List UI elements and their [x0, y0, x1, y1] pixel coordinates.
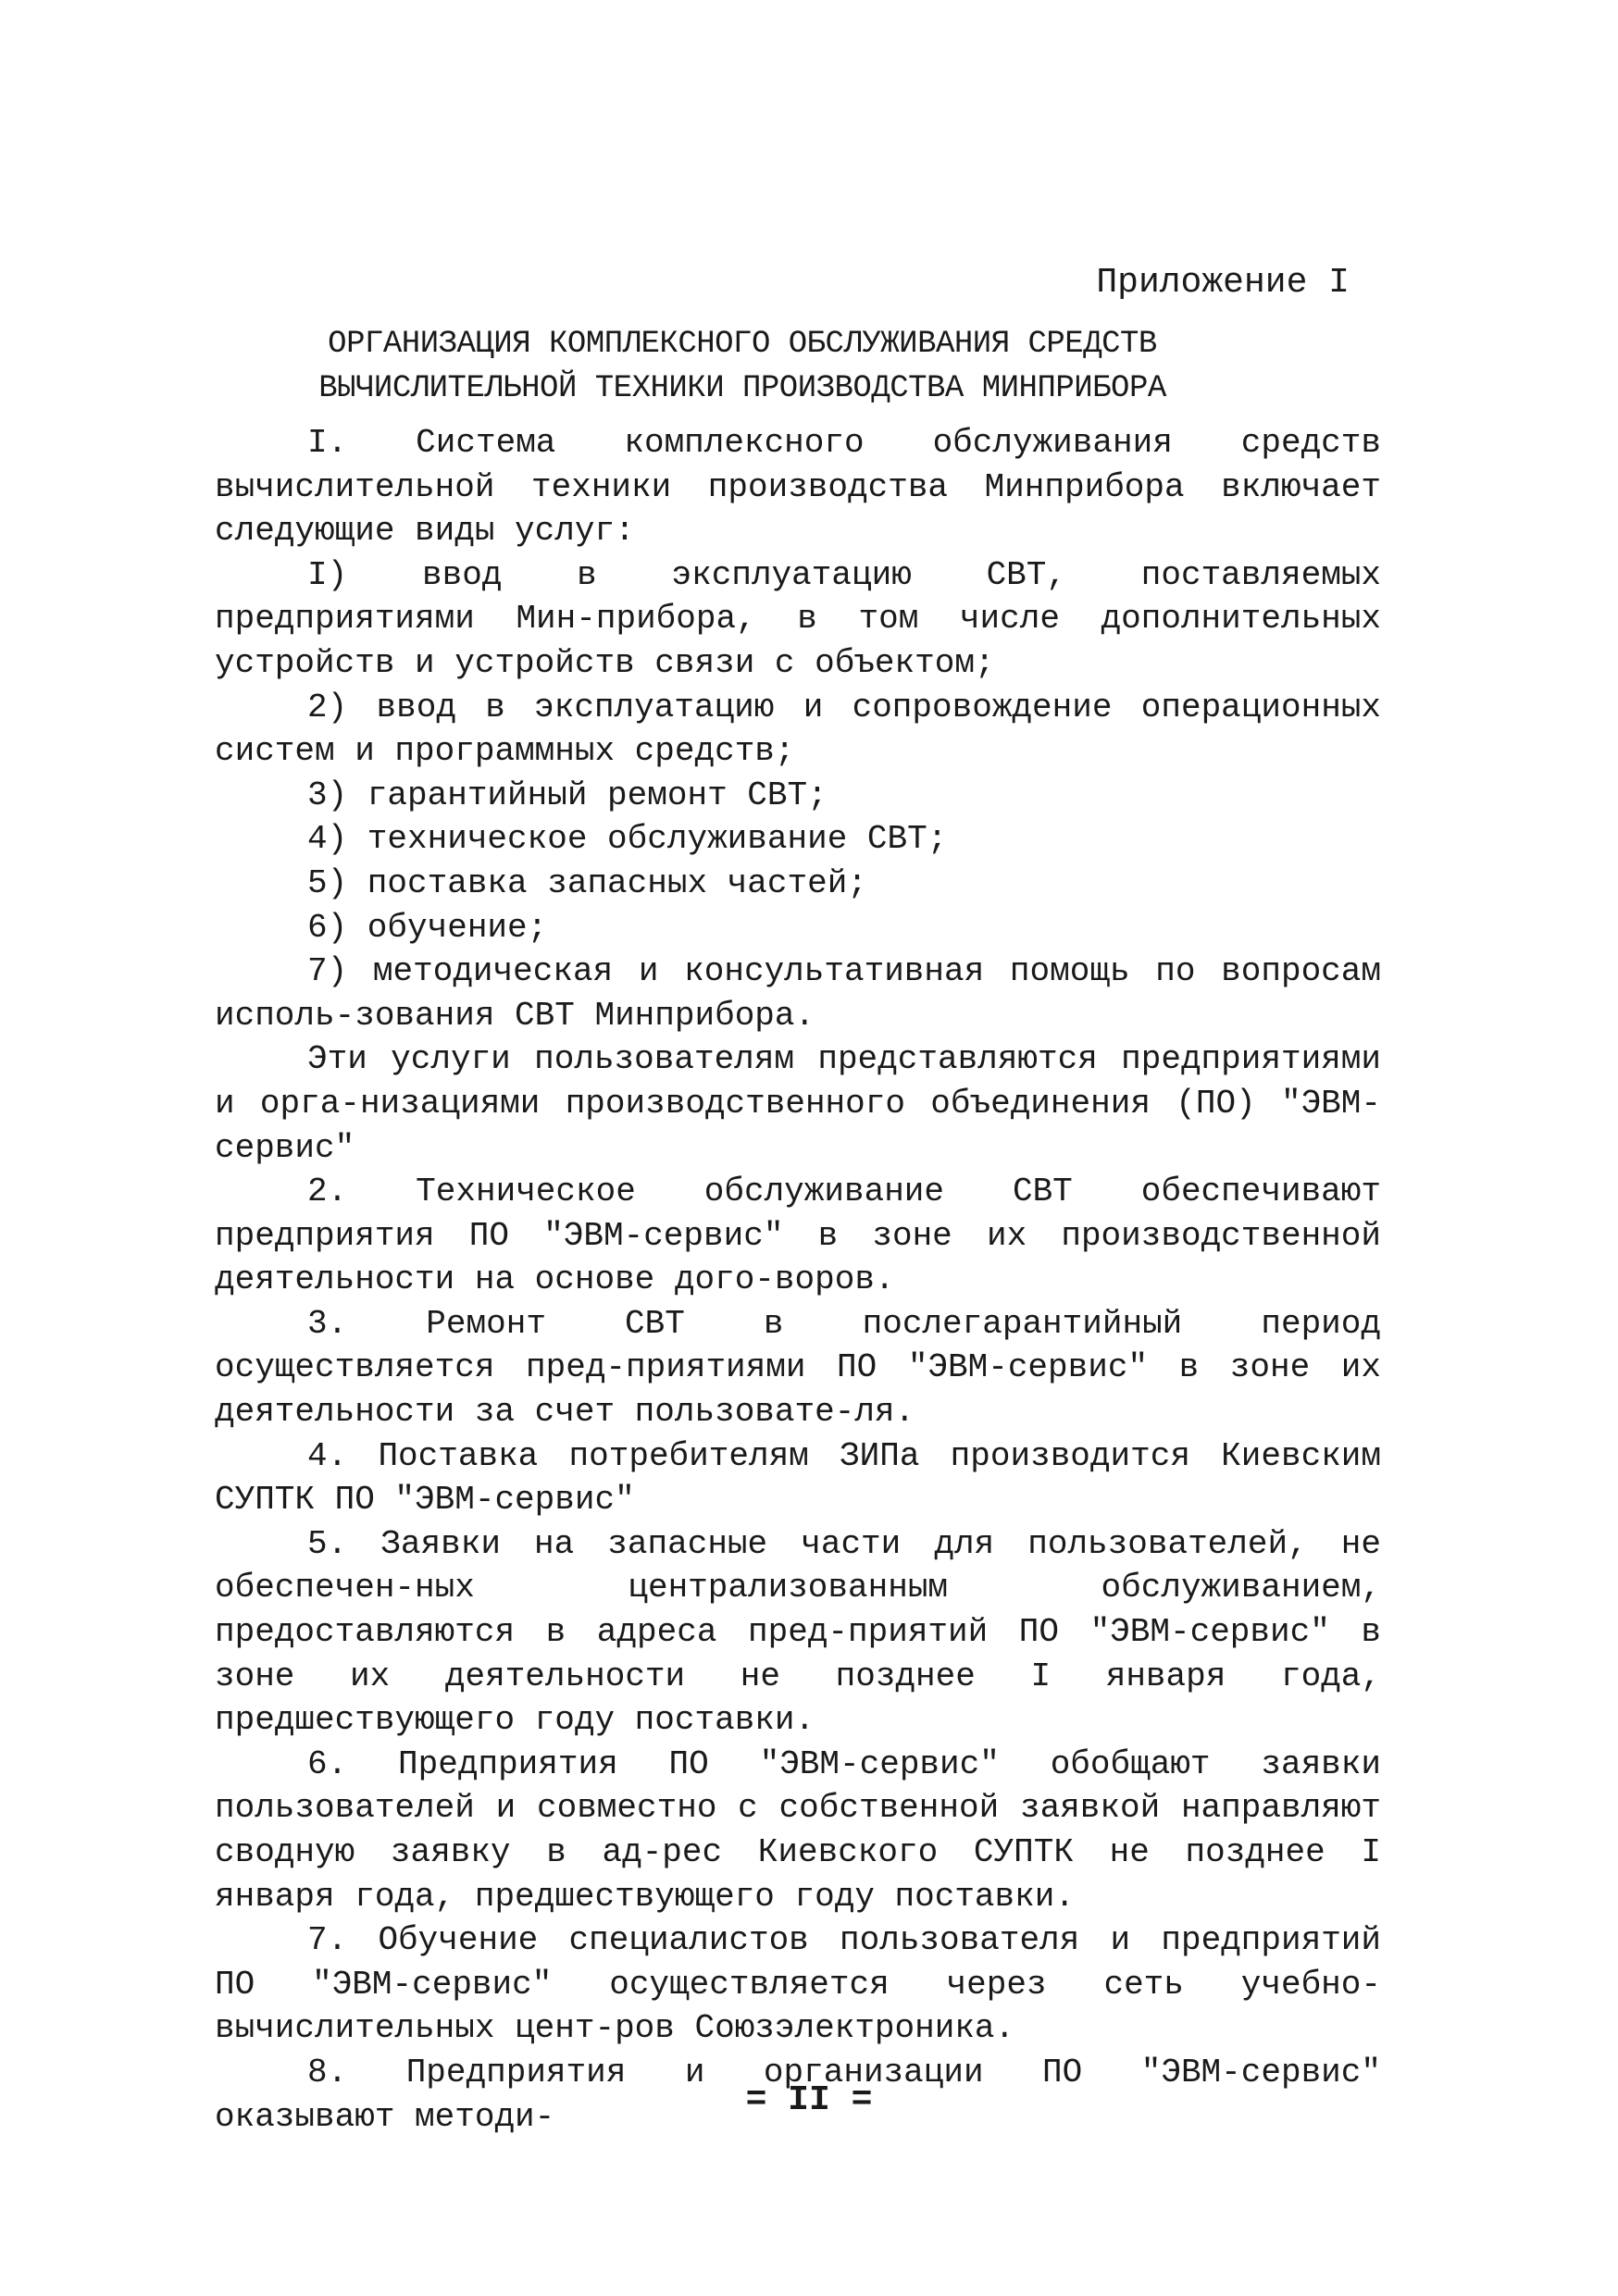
- paragraph-6: 6. Предприятия ПО "ЭВМ-сервис" обобщают заявки пользователей и совместно с собственной заявкой направляют сводную заявку в ад-рес Киевского СУПТК не позднее I января года, предшествующего году поставки.: [215, 1744, 1381, 1916]
- paragraph-4: 4. Поставка потребителям ЗИПа производится Киевским СУПТК ПО "ЭВМ-сервис": [215, 1436, 1381, 1520]
- paragraph-1: I. Система комплексного обслуживания средств вычислительной техники производства Минприбора включает следующие виды услуг:: [215, 424, 1381, 551]
- document-body: [215, 421, 1381, 2139]
- paragraph-7: 7. Обучение специалистов пользователя и предприятий ПО "ЭВМ-сервис" осуществляется через сеть учебно-вычислительных цент-ров Союзэлектроника.: [215, 1921, 1381, 2048]
- list-item-4: 4) техническое обслуживание СВТ;: [307, 820, 948, 859]
- appendix-label: Приложение I: [1096, 263, 1350, 303]
- paragraph-8: 8. Предприятия и организации ПО "ЭВМ-сервис" оказывают методи-: [215, 2053, 1381, 2136]
- list-item-2: 2) ввод в эксплуатацию и сопровождение операционных систем и программных средств;: [215, 688, 1381, 771]
- paragraph-2: 2. Техническое обслуживание СВТ обеспечивают предприятия ПО "ЭВМ-сервис" в зоне их производственной деятельности на основе дого-воров.: [215, 1173, 1381, 1299]
- document-title-line-2: ВЫЧИСЛИТЕЛЬНОЙ ТЕХНИКИ ПРОИЗВОДСТВА МИНПРИБОРА: [318, 371, 1166, 406]
- services-note: Эти услуги пользователям представляются предприятиями и орга-низациями производственного объединения (ПО) "ЭВМ-сервис": [215, 1040, 1381, 1167]
- page-number: = II =: [745, 2080, 873, 2120]
- document-title-line-1: ОРГАНИЗАЦИЯ КОМПЛЕКСНОГО ОБСЛУЖИВАНИЯ СРЕДСТВ: [328, 327, 1157, 362]
- list-item-1: I) ввод в эксплуатацию СВТ, поставляемых предприятиями Мин-прибора, в том числе дополнительных устройств и устройств связи с объектом;: [215, 555, 1381, 682]
- paragraph-3: 3. Ремонт СВТ в послегарантийный период осуществляется пред-приятиями ПО "ЭВМ-сервис" в зоне их деятельности за счет пользовате-ля.: [215, 1304, 1381, 1432]
- list-item-7: 7) методическая и консультативная помощь по вопросам исполь-зования СВТ Минприбора.: [215, 952, 1381, 1035]
- paragraph-5: 5. Заявки на запасные части для пользователей, не обеспечен-ных централизованным обслуживанием, предоставляются в адреса пред-приятий ПО "ЭВМ-сервис" в зоне их деятельности не позднее I января года, предшествующего году поставки.: [215, 1524, 1381, 1740]
- list-item-3: 3) гарантийный ремонт СВТ;: [307, 776, 828, 814]
- list-item-6: 6) обучение;: [307, 908, 548, 947]
- list-item-5: 5) поставка запасных частей;: [307, 863, 867, 902]
